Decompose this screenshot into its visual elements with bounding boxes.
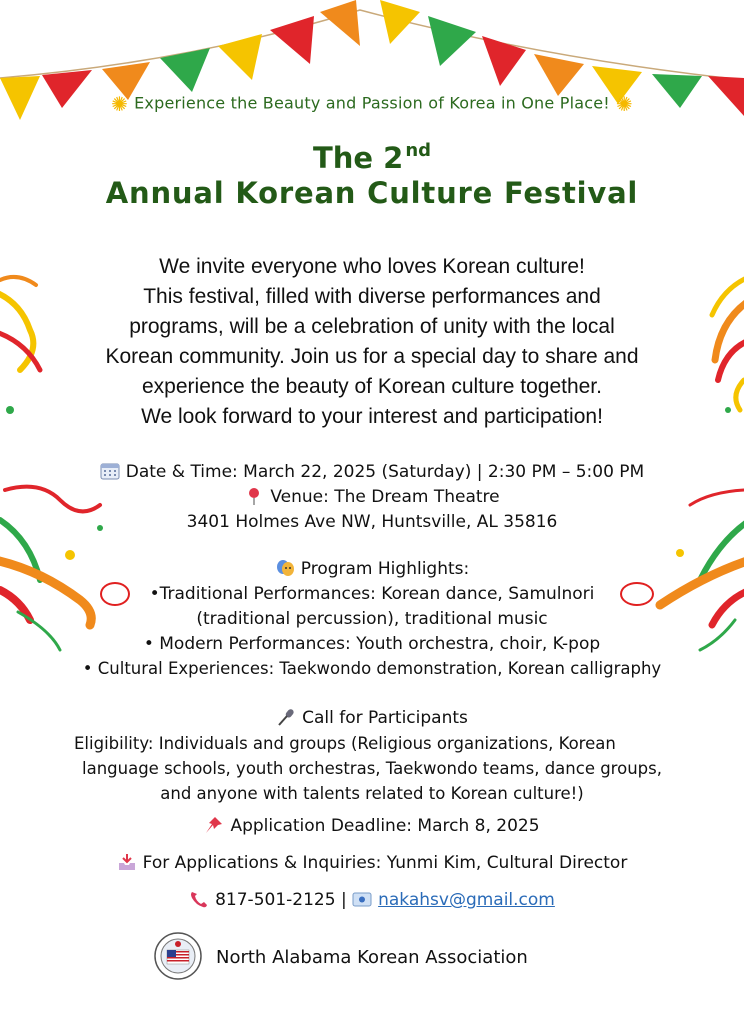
program-item-traditional-cont: (traditional percussion), traditional music	[196, 609, 548, 629]
tagline	[0, 92, 744, 116]
address-line: 3401 Holmes Ave NW, Huntsville, AL 35816	[186, 512, 558, 532]
program-item-cultural: • Cultural Experiences: Taekwondo demonstration, Korean calligraphy	[82, 659, 662, 678]
intro-line: Korean community. Join us for a special day to share and	[105, 345, 639, 368]
intro-line: We look forward to your interest and participation!	[141, 405, 603, 428]
theater-masks-icon	[275, 559, 295, 577]
intro-line: This festival, filled with diverse performances and	[143, 285, 601, 308]
deadline-line	[0, 816, 744, 836]
sun-icon: ✺	[111, 92, 129, 116]
microphone-icon	[276, 708, 296, 726]
inquiries-line	[0, 853, 744, 873]
inbox-tray-icon	[117, 853, 137, 871]
intro-line: programs, will be a celebration of unity with the local	[129, 315, 615, 338]
deadline-text: Application Deadline: March 8, 2025	[230, 816, 540, 836]
date-time-text: Date & Time: March 22, 2025 (Saturday) | 2:30 PM – 5:00 PM	[125, 462, 645, 482]
phone-number[interactable]: 817-501-2125	[215, 890, 336, 910]
intro-line: We invite everyone who loves Korean culture!	[159, 255, 585, 278]
venue-line	[0, 487, 744, 507]
program-heading-text: Program Highlights:	[300, 559, 470, 579]
highlight-circle	[100, 582, 130, 606]
program-heading	[0, 559, 744, 579]
inquiries-text: For Applications & Inquiries: Yunmi Kim, Cultural Director	[142, 853, 628, 873]
contact-line	[0, 890, 744, 910]
sun-icon: ✺	[615, 92, 633, 116]
eligibility-line: and anyone with talents related to Korean culture!)	[160, 784, 584, 803]
program-item-traditional: •Traditional Performances: Korean dance, Samulnori	[149, 584, 595, 604]
intro-paragraph	[40, 252, 704, 432]
email-icon	[352, 890, 372, 908]
phone-icon	[189, 890, 209, 908]
title-line-2: Annual Korean Culture Festival	[105, 176, 639, 210]
email-link[interactable]: nakahsv@gmail.com	[378, 890, 555, 910]
date-time-line	[0, 462, 744, 482]
program-item-modern: • Modern Performances: Youth orchestra, choir, K-pop	[143, 634, 601, 654]
intro-line: experience the beauty of Korean culture together.	[142, 375, 602, 398]
venue-text: Venue: The Dream Theatre	[270, 487, 500, 507]
contact-separator: |	[335, 890, 353, 910]
tagline-text: Experience the Beauty and Passion of Korea in One Place!	[134, 93, 610, 113]
title-ordinal: nd	[405, 140, 432, 161]
pushpin-icon	[204, 816, 224, 834]
eligibility-line: language schools, youth orchestras, Taekwondo teams, dance groups,	[82, 759, 662, 778]
association-seal-icon	[154, 932, 202, 980]
title-line-1	[0, 140, 744, 175]
participants-heading-text: Call for Participants	[302, 708, 468, 728]
pin-icon	[244, 487, 264, 505]
title-prefix: The 2	[312, 141, 404, 175]
participants-heading	[0, 708, 744, 728]
organization-name: North Alabama Korean Association	[216, 947, 528, 968]
calendar-icon	[100, 462, 120, 480]
highlight-circle	[620, 582, 654, 606]
eligibility-line: Eligibility: Individuals and groups (Religious organizations, Korean	[74, 734, 616, 753]
